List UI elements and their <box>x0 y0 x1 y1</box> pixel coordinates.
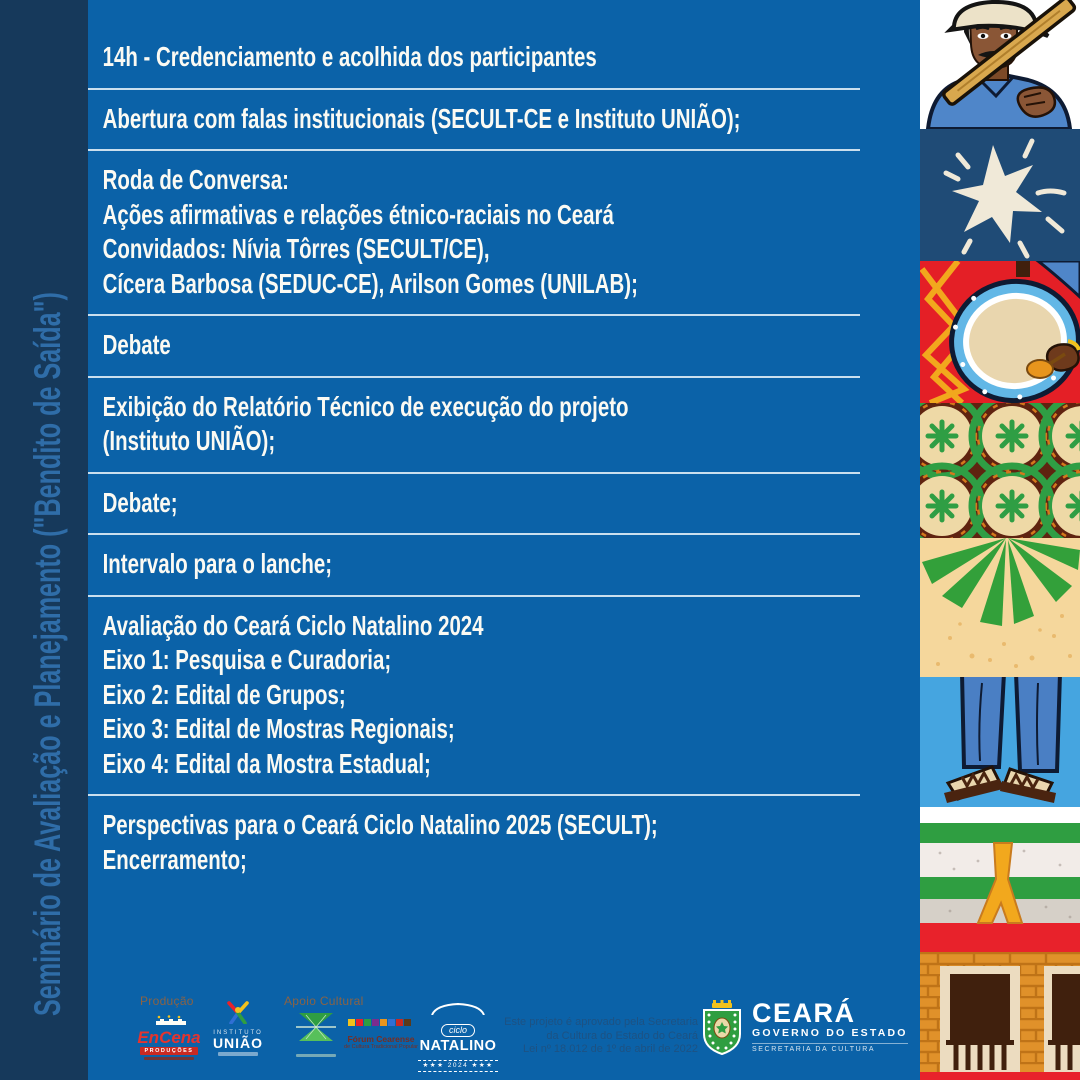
agenda-list <box>88 0 860 890</box>
agenda-item <box>88 28 860 88</box>
agenda-line: 14h - Credenciamento e acolhida dos participantes <box>102 41 597 72</box>
ceara-governo-logo <box>700 1000 908 1056</box>
forum-cearense-logo <box>342 1014 420 1051</box>
encena-castle-icon <box>152 1015 186 1025</box>
agenda-line: Abertura com falas institucionais (SECULT-CE e Instituto UNIÃO); <box>102 102 741 134</box>
agenda-line: Exibição do Relatório Técnico de execução do projeto <box>102 390 629 422</box>
agenda-line: Intervalo para o lanche; <box>102 548 333 579</box>
agenda-line: Encerramento; <box>102 843 247 875</box>
uniao-logo-top: INSTITUTO <box>213 1030 263 1036</box>
agenda-item <box>88 595 860 795</box>
approval-line-2: da Cultura do Estado do Ceará <box>546 1029 698 1042</box>
jeans-sandals-illustration <box>920 677 1080 807</box>
star-illustration <box>920 129 1080 261</box>
ceara-logo-name: CEARÁ <box>752 998 856 1028</box>
fife-player-illustration <box>920 0 1080 129</box>
ceara-shield-icon <box>700 1000 744 1056</box>
natalino-logo-top: ciclo <box>441 1024 475 1037</box>
producao-label: Produção <box>140 994 194 1008</box>
palm-leaf-illustration <box>920 538 1080 677</box>
encena-tagline-bar <box>144 1057 194 1060</box>
ceara-logo-dept: SECRETARIA DA CULTURA <box>752 1043 908 1054</box>
uniao-tagline-bar <box>218 1052 258 1056</box>
footer <box>88 988 920 1080</box>
apoio-green-logo <box>294 1008 338 1057</box>
sidebar-title-text: Seminário de Avaliação e Planejamento ("Bendito de Saída") <box>27 292 68 1016</box>
ciclo-natalino-logo <box>418 1002 498 1072</box>
apoio-cultural-label: Apoio Cultural <box>284 994 364 1008</box>
brick-facade-illustration <box>920 952 1080 1080</box>
uniao-figure-icon <box>223 1000 253 1024</box>
agenda-item <box>88 88 860 150</box>
agenda-line: Debate; <box>102 486 178 518</box>
encena-producoes-logo <box>134 1012 204 1060</box>
agenda-line: Roda de Conversa: <box>102 164 289 195</box>
sidebar <box>0 0 88 1080</box>
sidebar-title <box>26 6 72 1016</box>
approval-line-1: Este projeto é aprovado pela Secretaria <box>504 1016 698 1028</box>
approval-text <box>504 1016 698 1057</box>
agenda-item <box>88 472 860 534</box>
illustration-strip <box>920 0 1080 1080</box>
verde-tagline-bar <box>296 1054 336 1057</box>
agenda-item <box>88 533 860 595</box>
agenda-line: Debate <box>102 329 171 360</box>
forum-logo-sub: de Cultura Tradicional Popular <box>344 1044 418 1050</box>
agenda-item <box>88 794 860 890</box>
instituto-uniao-logo <box>212 1000 264 1056</box>
natalino-logo-name: NATALINO <box>419 1038 497 1054</box>
agenda-line: Ações afirmativas e relações étnico-raciais no Ceará <box>102 198 614 230</box>
agenda-line: Perspectivas para o Ceará Ciclo Natalino 2025 (SECULT); <box>102 809 658 840</box>
agenda-line: Eixo 4: Edital da Mostra Estadual; <box>102 747 431 779</box>
forum-squares-icon <box>348 1018 414 1027</box>
forum-logo-name: Fórum Cearense <box>347 1034 415 1044</box>
encena-logo-sub: PRODUÇÕES <box>140 1047 198 1055</box>
ceara-logo-sub: GOVERNO DO ESTADO <box>752 1027 908 1039</box>
green-hourglass-icon <box>296 1008 336 1046</box>
approval-line-3: Lei nº 18.012 de 1º de abril de 2022 <box>522 1043 698 1055</box>
agenda-line: Convidados: Nívia Tôrres (SECULT/CE), <box>102 233 490 264</box>
natalino-dome-icon <box>418 1003 498 1015</box>
medallion-pattern-illustration <box>920 403 1080 538</box>
drum-illustration <box>920 261 1080 403</box>
natalino-logo-year: ★★★ 2024 ★★★ <box>418 1060 497 1072</box>
main-content <box>88 0 920 1080</box>
agenda-item <box>88 314 860 376</box>
agenda-line: Eixo 2: Edital de Grupos; <box>102 678 346 710</box>
agenda-line: (Instituto UNIÃO); <box>102 425 276 456</box>
agenda-line: Cícera Barbosa (SEDUC-CE), Arilson Gomes (UNILAB); <box>102 267 638 299</box>
striped-fabric-ribbon-illustration <box>920 807 1080 952</box>
encena-logo-name: EnCena <box>137 1028 201 1047</box>
agenda-item <box>88 149 860 314</box>
agenda-line: Eixo 3: Edital de Mostras Regionais; <box>102 713 455 744</box>
uniao-logo-name: UNIÃO <box>212 1035 264 1051</box>
agenda-line: Eixo 1: Pesquisa e Curadoria; <box>102 644 392 675</box>
agenda-item <box>88 376 860 472</box>
agenda-line: Avaliação do Ceará Ciclo Natalino 2024 <box>102 609 484 641</box>
